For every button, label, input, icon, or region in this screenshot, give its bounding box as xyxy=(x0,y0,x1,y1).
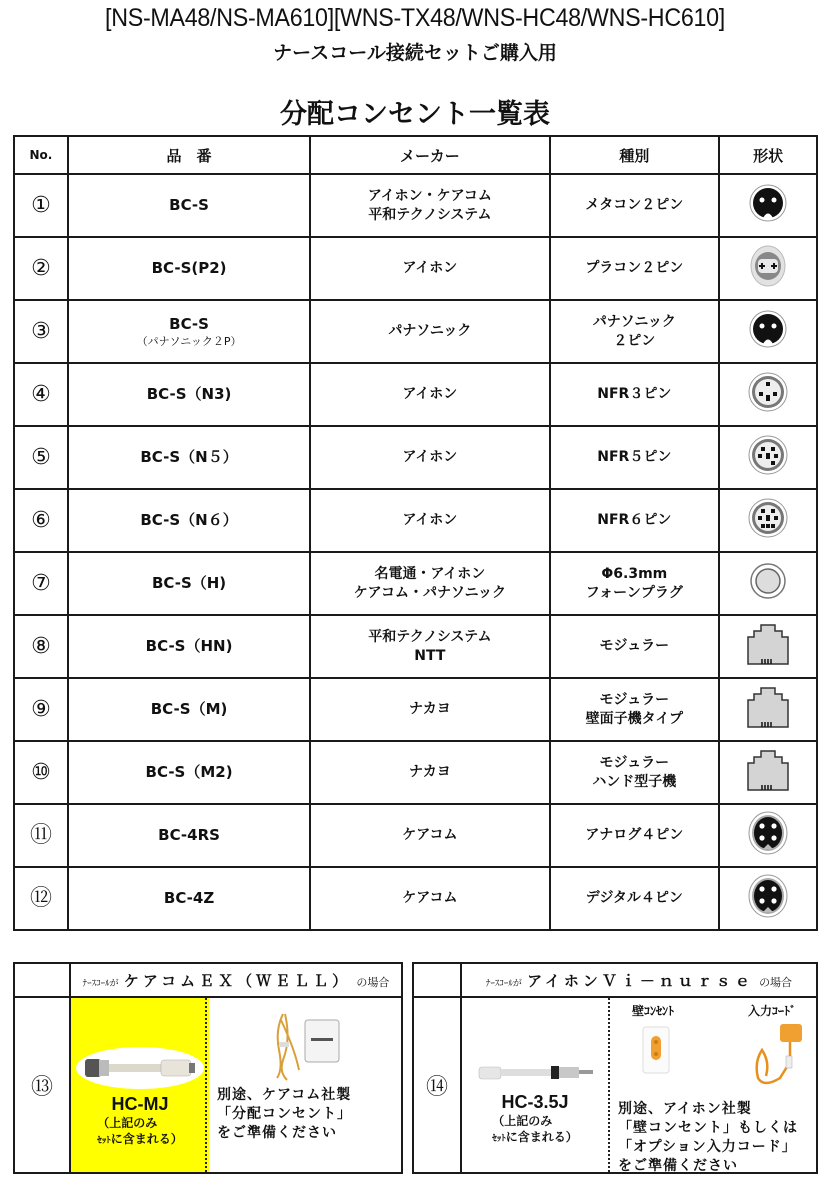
input-cord-label: 入力ｺｰﾄﾞ xyxy=(748,1004,797,1018)
shape-cell xyxy=(719,615,817,678)
type-cell: NFR５ピン xyxy=(550,426,720,489)
modular-jack-icon xyxy=(745,747,791,799)
nfr-3pin-icon xyxy=(748,371,788,419)
phone-plug-icon xyxy=(748,561,788,607)
col-header-type: 種別 xyxy=(550,136,720,174)
panel-aiphone-vi-nurse xyxy=(412,962,818,1174)
part-name: HC-3.5J xyxy=(501,1092,569,1112)
modular-jack-icon xyxy=(745,621,791,673)
placon-2pin-icon xyxy=(749,244,787,294)
shape-cell xyxy=(719,678,817,741)
row-number: ⑫ xyxy=(14,867,68,930)
metacon-2pin-icon xyxy=(749,183,787,229)
part-note: （上記のみ ｾｯﾄに含まれる） xyxy=(97,1116,183,1146)
table-row xyxy=(14,552,817,615)
shape-cell xyxy=(719,237,817,300)
shape-cell xyxy=(719,300,817,363)
part-number-cell: BC-S（N５） xyxy=(68,426,310,489)
nfr-5pin-icon xyxy=(748,434,788,482)
outlet-table xyxy=(13,135,818,931)
col-header-part: 品 番 xyxy=(68,136,310,174)
part-number-cell: BC-S（N６） xyxy=(68,489,310,552)
shape-cell xyxy=(719,426,817,489)
hc-3-5j-cable-image xyxy=(475,1060,595,1084)
shape-cell xyxy=(719,552,817,615)
part-number-cell: BC-S（M2) xyxy=(68,741,310,804)
part-number-cell: BC-S （パナソニック２P） xyxy=(68,300,310,363)
row-number: ③ xyxy=(14,300,68,363)
part-number-cell: BC-4RS xyxy=(68,804,310,867)
row-number: ⑧ xyxy=(14,615,68,678)
table-row xyxy=(14,741,817,804)
wall-outlet-label: 壁ｺﾝｾﾝﾄ xyxy=(632,1004,675,1018)
maker-cell: 名電通・アイホン ケアコム・パナソニック xyxy=(310,552,549,615)
table-row xyxy=(14,300,817,363)
nfr-6pin-icon xyxy=(748,497,788,545)
part-number-cell: BC-S xyxy=(68,174,310,237)
table-header-row xyxy=(14,136,817,174)
shape-cell xyxy=(719,363,817,426)
maker-cell: アイホン・ケアコム 平和テクノシステム xyxy=(310,174,549,237)
type-cell: メタコン２ピン xyxy=(550,174,720,237)
table-title: 分配コンセント一覧表 xyxy=(280,99,550,130)
panel-number: ⑬ xyxy=(14,997,70,1173)
shape-cell xyxy=(719,489,817,552)
part-number-cell: BC-S（N3) xyxy=(68,363,310,426)
row-number: ① xyxy=(14,174,68,237)
table-row xyxy=(14,489,817,552)
maker-cell: パナソニック xyxy=(310,300,549,363)
table-row xyxy=(14,678,817,741)
maker-cell: アイホン xyxy=(310,237,549,300)
shape-cell xyxy=(719,867,817,930)
shape-cell xyxy=(719,174,817,237)
type-cell: モジュラー ハンド型子機 xyxy=(550,741,720,804)
row-number: ④ xyxy=(14,363,68,426)
part-number-cell: BC-S（M) xyxy=(68,678,310,741)
maker-cell: アイホン xyxy=(310,363,549,426)
row-number: ⑦ xyxy=(14,552,68,615)
type-cell: Φ6.3mm フォーンプラグ xyxy=(550,552,720,615)
part-number-cell: BC-S(P2) xyxy=(68,237,310,300)
row-number: ⑤ xyxy=(14,426,68,489)
row-number: ⑨ xyxy=(14,678,68,741)
hc-mj-cable-image xyxy=(75,1046,205,1090)
type-cell: デジタル４ピン xyxy=(550,867,720,930)
distribution-outlet-image xyxy=(265,1010,355,1082)
row-number: ② xyxy=(14,237,68,300)
maker-cell: アイホン xyxy=(310,489,549,552)
part-name: HC-MJ xyxy=(111,1094,169,1114)
row-number: ⑪ xyxy=(14,804,68,867)
separate-purchase-area xyxy=(205,998,401,1172)
shape-cell xyxy=(719,804,817,867)
maker-cell: ケアコム xyxy=(310,804,549,867)
part-number-cell: BC-S（H) xyxy=(68,552,310,615)
separate-purchase-area xyxy=(608,998,816,1172)
row-number: ⑥ xyxy=(14,489,68,552)
modular-jack-icon xyxy=(745,684,791,736)
panel-careco-ex xyxy=(13,962,403,1174)
table-row xyxy=(14,804,817,867)
panel-header: ﾅｰｽｺｰﾙが アイホンＶｉ－ｎｕｒｓｅ の場合 xyxy=(461,963,817,997)
note-text: 別途、アイホン社製 「壁コンセント」もしくは 「オプション入力コード」 をご準備ください xyxy=(618,1101,798,1174)
table-row xyxy=(14,174,817,237)
table-row xyxy=(14,363,817,426)
maker-cell: ナカヨ xyxy=(310,678,549,741)
input-cord-image xyxy=(750,1022,810,1092)
col-header-no: No. xyxy=(14,136,68,174)
digital-4pin-icon xyxy=(748,874,788,924)
included-part-area xyxy=(71,998,209,1172)
table-row xyxy=(14,867,817,930)
type-cell: アナログ４ピン xyxy=(550,804,720,867)
maker-cell: ナカヨ xyxy=(310,741,549,804)
type-cell: NFR３ピン xyxy=(550,363,720,426)
models-title: [NS-MA48/NS-MA610][WNS-TX48/WNS-HC48/WNS-HC610] xyxy=(105,4,725,32)
type-cell: NFR６ピン xyxy=(550,489,720,552)
type-cell: モジュラー 壁面子機タイプ xyxy=(550,678,720,741)
panasonic-2pin-icon xyxy=(749,309,787,355)
part-number-cell: BC-S（HN) xyxy=(68,615,310,678)
note-text: 別途、ケアコム社製 「分配コンセント」 をご準備ください xyxy=(217,1087,352,1141)
type-cell: パナソニック ２ピン xyxy=(550,300,720,363)
part-note: （上記のみ ｾｯﾄに含まれる） xyxy=(492,1114,578,1144)
analog-4pin-icon xyxy=(748,811,788,861)
subtitle: ナースコール接続セットご購入用 xyxy=(273,42,557,64)
part-number-cell: BC-4Z xyxy=(68,867,310,930)
table-row xyxy=(14,426,817,489)
included-part-area xyxy=(462,998,608,1172)
wall-outlet-image xyxy=(642,1026,670,1074)
maker-cell: 平和テクノシステム NTT xyxy=(310,615,549,678)
col-header-maker: メーカー xyxy=(310,136,549,174)
type-cell: モジュラー xyxy=(550,615,720,678)
panel-header: ﾅｰｽｺｰﾙが ケアコムＥＸ（ＷＥＬＬ） の場合 xyxy=(70,963,402,997)
maker-cell: ケアコム xyxy=(310,867,549,930)
panel-number: ⑭ xyxy=(413,997,461,1173)
table-row xyxy=(14,237,817,300)
col-header-shape: 形状 xyxy=(719,136,817,174)
table-row xyxy=(14,615,817,678)
shape-cell xyxy=(719,741,817,804)
row-number: ⑩ xyxy=(14,741,68,804)
maker-cell: アイホン xyxy=(310,426,549,489)
type-cell: プラコン２ピン xyxy=(550,237,720,300)
